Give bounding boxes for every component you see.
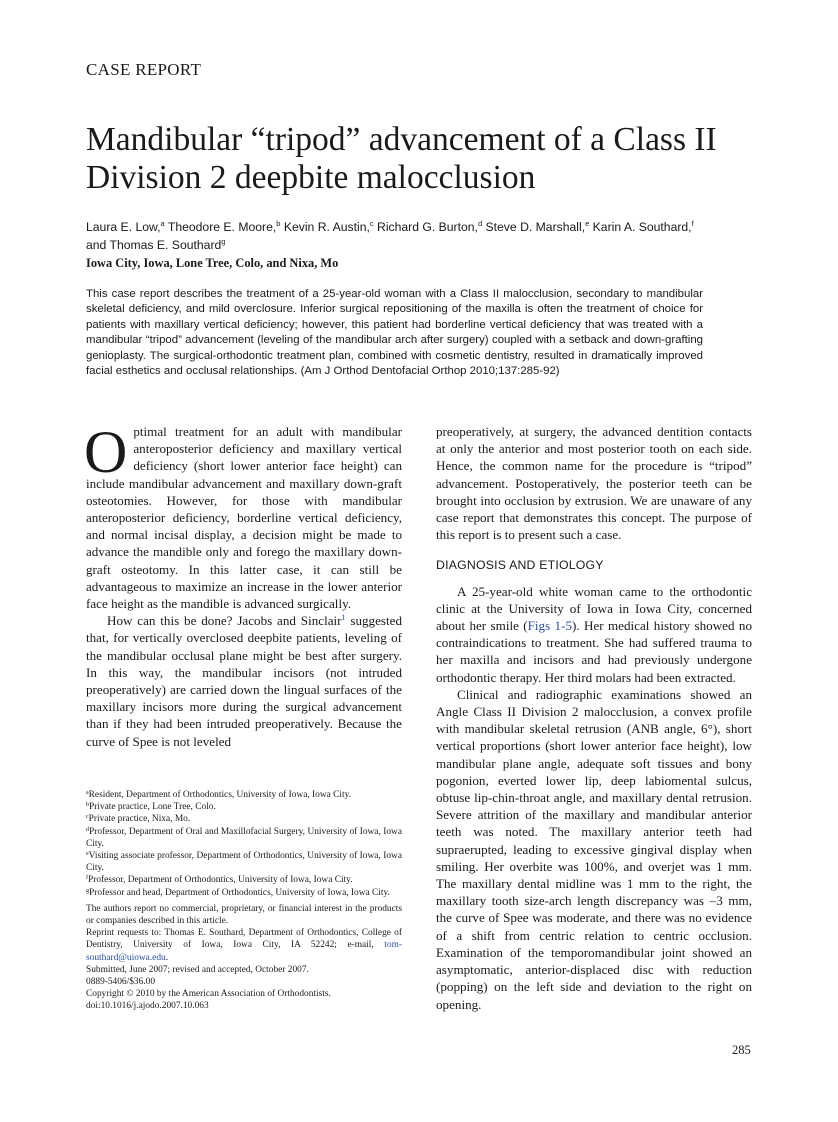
author-mark: f	[691, 219, 694, 228]
footnote-mark: c	[86, 814, 89, 821]
paragraph-text: ). Her medical history showed no contraindications to treatment. She had suffered trauma to her maxilla and incisors and had previously undergone orthodontic therapy. Her third molars had been extracted.	[436, 618, 752, 685]
drop-cap: O	[84, 419, 128, 485]
body-paragraph	[84, 419, 402, 612]
section-label: CASE REPORT	[86, 60, 202, 79]
footnote-text: Professor, Department of Orthodontics, University of Iowa, Iowa City.	[88, 875, 353, 886]
body-left-column	[84, 419, 403, 750]
reference-link[interactable]: 1	[341, 613, 346, 623]
issn-price: 0889-5406/$36.00	[86, 977, 156, 988]
author-name: Laura E. Low,	[86, 220, 161, 234]
footnote	[86, 801, 402, 813]
paragraph-text: ptimal treatment for an adult with mandibular anteroposterior deficiency and maxillary vertical deficiency (short lower anterior face height) can include mandibular advancement and maxillary down-graft osteotomies. However, for those with mandibular anteroposterior deficiency, borderline vertical deficiency, and normal incisal display, a decision might be made to advance the mandible only and forego the maxillary down-graft osteotomy. In this latter case, it can still be advantageous to maximize an increase in the lower anterior face height as the mandible is advanced surgically.	[86, 424, 402, 612]
author-mark: e	[585, 219, 590, 228]
footnote-mark: e	[86, 851, 89, 858]
body-paragraph: Clinical and radiographic examinations showed an Angle Class II Division 2 malocclusion, a convex profile with mandibular skeletal retrusion (ANB angle, 6°), short vertical proportions (short lower anterior face height), low mandibular plane angle, adequate soft tissues and bony pogonion, everted lower lip, deep labiomental sulcus, obtuse lip-chin-throat angle, and maxillary dental retrusion. Severe attrition of the maxillary and mandibular anterior teeth was noted. The maxillary anterior teeth had supraerupted, leading to excessive gingival display when smiling. Her overbite was 100%, and overjet was 1 mm. The maxillary dental midline was 1 mm to the right, the maxillary tooth size-arch length discrepancy was –3 mm, the curve of Spee was moderate, and there was no evidence of a shift from centric relation to centric occlusion. Examination of the temporomandibular joint showed an asymptomatic, anterior-displaced disc with reduction (popping) on the left side and deviation to the right on opening.	[436, 686, 752, 1012]
footnote-mark: f	[86, 875, 88, 882]
author-list	[86, 218, 766, 254]
body-paragraph	[86, 612, 402, 750]
author-name: Steve D. Marshall,	[485, 220, 586, 234]
copyright-line: Copyright © 2010 by the American Association of Orthodontists.	[86, 989, 331, 1000]
body-paragraph	[436, 583, 752, 686]
footnote-text: Private practice, Nixa, Mo.	[88, 814, 191, 825]
reprint-note	[86, 927, 402, 964]
author-name: and Thomas E. Southard	[86, 238, 222, 252]
author-mark: a	[160, 219, 165, 228]
footnotes	[86, 789, 402, 1013]
paragraph-text: suggested that, for vertically overclosed deepbite patients, leveling of the mandibular occlusal plane might be best after surgery. In this way, the mandibular incisors (not intruded preoperatively) are carried down the lingual surfaces of the maxillary incisors more during the surgical advancement than if they had been intruded preoperatively. Because the curve of Spee is not leveled	[86, 613, 403, 749]
figure-link[interactable]: Figs 1-5	[527, 618, 573, 634]
footnote-mark: a	[86, 790, 89, 796]
paragraph-text: A 25-year-old white woman came to the orthodontic clinic at the University of Iowa in Iowa City, concerned about her smile (	[436, 583, 752, 634]
author-name: Richard G. Burton,	[377, 220, 478, 234]
footnote-text: Professor, Department of Oral and Maxillofacial Surgery, University of Iowa, Iowa City.	[86, 826, 402, 849]
submission-dates: Submitted, June 2007; revised and accepted, October 2007.	[86, 964, 309, 975]
footnote-text: Visiting associate professor, Department of Orthodontics, University of Iowa, Iowa City.	[86, 851, 402, 874]
author-mark: b	[276, 219, 281, 228]
abstract: This case report describes the treatment of a 25-year-old woman with a Class II malocclusion, secondary to mandibular skeletal deficiency, and mild overclosure. Inferior surgical repositioning of the maxilla is often the treatment of choice for patients with maxillary vertical deficiency; however, this patient had borderline vertical deficiency that was treated with a mandibular “tripod” advancement (leveling of the mandibular arch after surgery) coupled with a setback and down-grafting genioplasty. The surgical-orthodontic treatment plan, combined with cosmetic dentistry, resulted in dramatically improved facial esthetics and occlusal relationships. (Am J Orthod Dentofacial Orthop 2010;137:285-92)	[86, 288, 703, 378]
footnote	[86, 874, 402, 886]
footnote	[86, 789, 402, 801]
doi-line: doi:10.1016/j.ajodo.2007.10.063	[86, 1001, 209, 1012]
footnote	[86, 850, 402, 874]
reprint-text: Reprint requests to: Thomas E. Southard, Department of Orthodontics, College of Dentistry, University of Iowa, Iowa City, IA 52242; e-mail,	[86, 928, 402, 951]
affiliation-line: Iowa City, Iowa, Lone Tree, Colo, and Nixa, Mo	[86, 256, 339, 270]
footnote	[86, 813, 402, 825]
section-heading: DIAGNOSIS AND ETIOLOGY	[436, 558, 604, 573]
author-mark: g	[221, 237, 226, 246]
footnote-mark: g	[86, 887, 89, 894]
author-mark: c	[369, 219, 374, 228]
footnote-mark: d	[86, 826, 89, 833]
footnote-text: Private practice, Lone Tree, Colo.	[89, 802, 216, 813]
paragraph-text: How can this be done? Jacobs and Sinclair	[107, 613, 342, 629]
email-link[interactable]: tom-southard@uiowa.edu	[86, 940, 402, 963]
author-mark: d	[477, 219, 483, 228]
footnote	[86, 887, 402, 899]
footnote-mark: b	[86, 802, 89, 809]
footnote-text: Professor and head, Department of Orthodontics, University of Iowa, Iowa City.	[89, 887, 390, 898]
author-name: Theodore E. Moore,	[167, 220, 277, 234]
reprint-text-end: .	[165, 952, 169, 963]
body-paragraph: preoperatively, at surgery, the advanced dentition contacts at only the anterior and most posterior tooth on each side. Hence, the common name for the procedure is “tripod” advancement. Postoperatively, the posterior teeth can be brought into occlusion by extrusion. We are unaware of any case report that demonstrates this concept. The purpose of this report is to present such a case.	[436, 424, 752, 543]
footnote-text: Resident, Department of Orthodontics, University of Iowa, Iowa City.	[88, 790, 352, 800]
disclosure-note: The authors report no commercial, proprietary, or financial interest in the products or companies described in this article.	[86, 903, 402, 927]
author-name: Karin A. Southard,	[592, 220, 692, 234]
article-title: Mandibular “tripod” advancement of a Class II Division 2 deepbite malocclusion	[86, 121, 717, 196]
footnote	[86, 826, 402, 850]
page-number: 285	[732, 1043, 751, 1057]
body-right-column	[436, 423, 752, 1013]
author-name: Kevin R. Austin,	[283, 220, 370, 234]
